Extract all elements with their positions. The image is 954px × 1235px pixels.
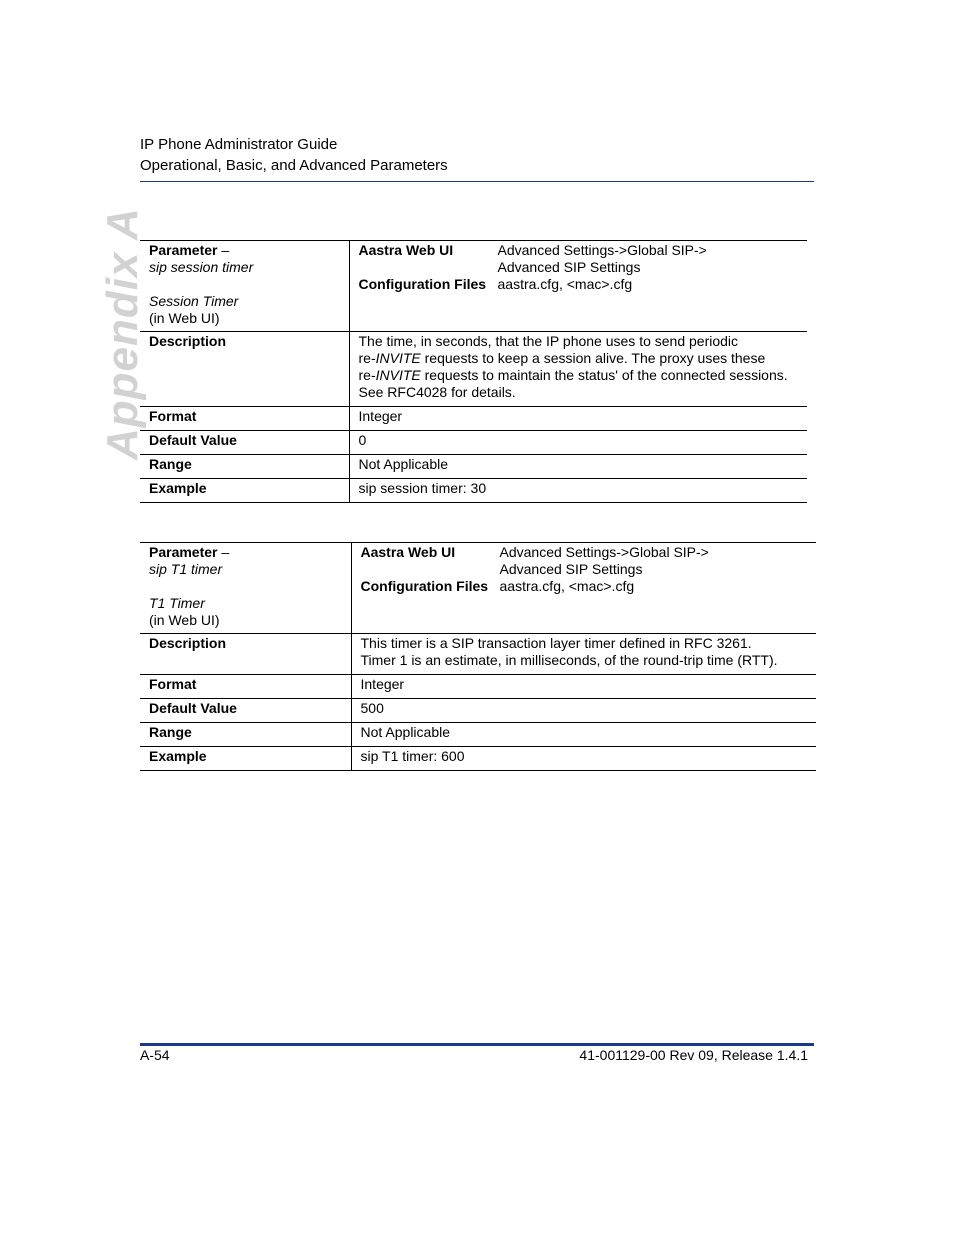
header-rule [140,181,814,182]
webui-name: Session Timer [149,293,239,309]
table-row [140,675,816,699]
table-row [140,407,807,431]
description-line: re-INVITE requests to keep a session alive. The proxy uses these [358,350,766,366]
table-row [140,241,807,332]
description-line: This timer is a SIP transaction layer timer defined in RFC 3261. [360,635,752,651]
default-value-label: Default Value [140,431,349,455]
webui-name: T1 Timer [149,595,205,611]
table-row [140,332,807,407]
format-label: Format [140,407,349,431]
range-label: Range [140,455,349,479]
description-line: See RFC4028 for details. [358,384,516,400]
config-files-value: aastra.cfg, <mac>.cfg [499,578,635,594]
range-value: Not Applicable [351,723,816,747]
description-line: Timer 1 is an estimate, in milliseconds, of the round-trip time (RTT). [360,652,778,668]
aastra-web-ui-label: Aastra Web UI [360,544,456,560]
range-label: Range [140,723,351,747]
parameter-dash: – [217,544,230,560]
description-line: The time, in seconds, that the IP phone uses to send periodic [358,333,739,349]
parameter-name: sip session timer [149,259,254,275]
default-value-value: 0 [349,431,807,455]
appendix-side-label: Appendix A [98,207,147,460]
location-table [359,242,707,293]
parameter-table-session-timer [140,240,807,503]
example-value: sip session timer: 30 [349,479,807,503]
aastra-web-ui-label: Aastra Web UI [358,242,454,258]
description-value [349,332,807,407]
webui-note: (in Web UI) [149,310,220,326]
config-files-value: aastra.cfg, <mac>.cfg [497,276,633,292]
location-table [361,544,709,595]
range-value: Not Applicable [349,455,807,479]
description-value [351,634,816,675]
webui-note: (in Web UI) [149,612,220,628]
page-number: A-54 [140,1047,170,1063]
table-row [140,455,807,479]
aastra-web-ui-path-1: Advanced Settings->Global SIP-> [499,544,709,560]
parameter-dash: – [217,242,230,258]
config-files-label: Configuration Files [360,578,489,594]
header-subtitle: Operational, Basic, and Advanced Parameters [140,157,448,174]
parameter-table-t1-timer [140,542,816,771]
table-row [140,431,807,455]
aastra-web-ui-path-2: Advanced SIP Settings [497,259,641,275]
aastra-web-ui-path-2: Advanced SIP Settings [499,561,643,577]
format-value: Integer [349,407,807,431]
location-cell [349,241,807,332]
table-row [140,699,816,723]
example-label: Example [140,479,349,503]
parameter-label: Parameter [149,242,218,258]
example-label: Example [140,747,351,771]
description-label: Description [140,332,349,407]
table-row [140,747,816,771]
aastra-web-ui-path-1: Advanced Settings->Global SIP-> [497,242,707,258]
description-line: re-INVITE requests to maintain the status' of the connected sessions. [358,367,788,383]
table-row [140,543,816,634]
format-value: Integer [351,675,816,699]
parameter-label: Parameter [149,544,218,560]
description-label: Description [140,634,351,675]
parameter-name: sip T1 timer [149,561,223,577]
header-title: IP Phone Administrator Guide [140,136,338,153]
default-value-label: Default Value [140,699,351,723]
format-label: Format [140,675,351,699]
example-value: sip T1 timer: 600 [351,747,816,771]
table-row [140,634,816,675]
table-row [140,723,816,747]
default-value-value: 500 [351,699,816,723]
table-row [140,479,807,503]
document-id: 41-001129-00 Rev 09, Release 1.4.1 [579,1047,808,1063]
location-cell [351,543,816,634]
parameter-cell [140,543,351,634]
config-files-label: Configuration Files [358,276,487,292]
parameter-cell [140,241,349,332]
footer-rule [140,1043,814,1046]
